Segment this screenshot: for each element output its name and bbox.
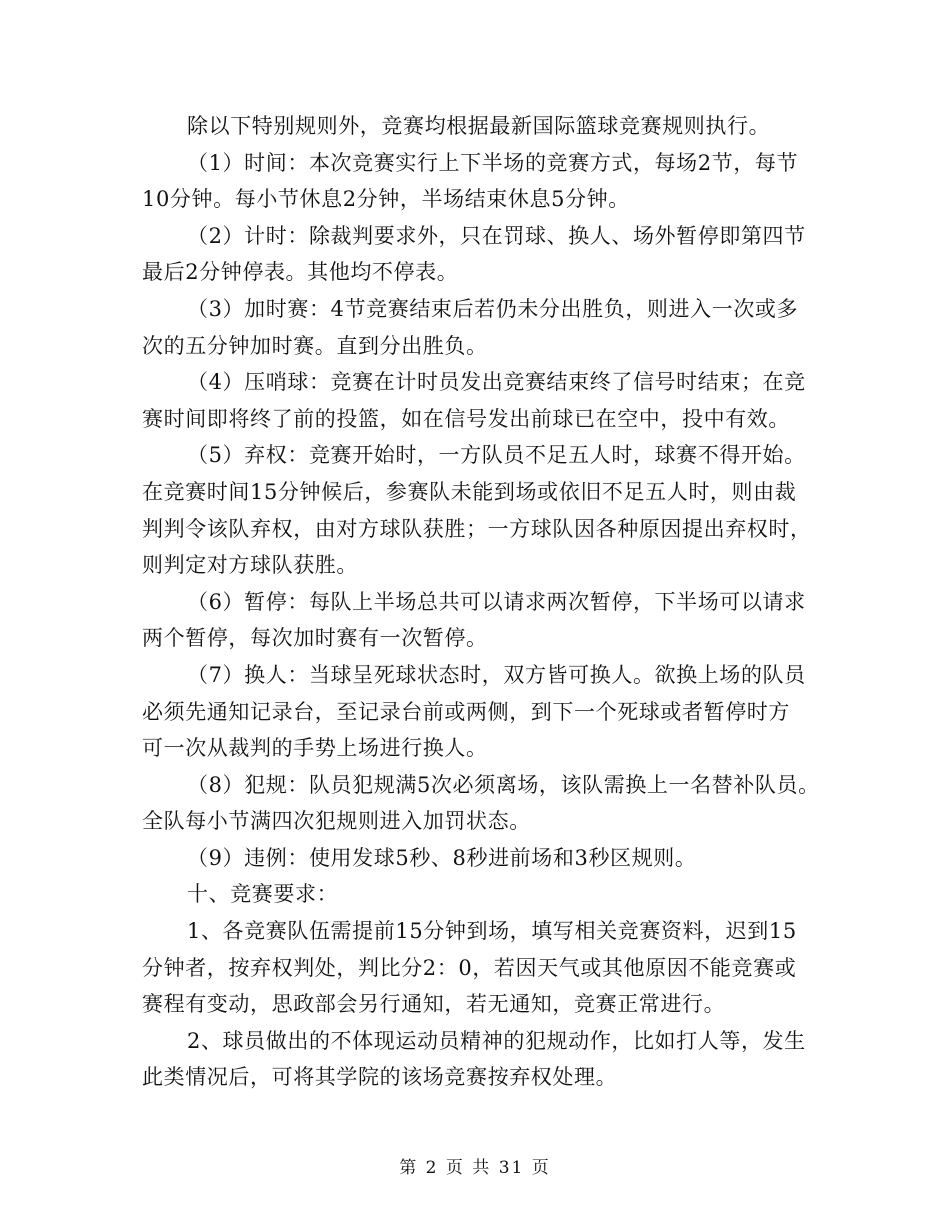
text-line: （3）加时赛：4节竞赛结束后若仍未分出胜负，则进入一次或多 <box>187 296 799 321</box>
paragraph-rule-substitution <box>142 657 817 767</box>
paragraph-rule-time <box>142 145 817 218</box>
paragraph-rule-foul <box>142 767 820 840</box>
paragraph-rule-violation <box>142 840 817 877</box>
text-line: （2）计时：除裁判要求外，只在罚球、换人、场外暂停即第四节 <box>187 223 806 248</box>
text-line: 十、竞赛要求： <box>187 882 339 907</box>
paragraph-rule-buzzer <box>142 364 817 437</box>
text-line: （7）换人：当球呈死球状态时，双方皆可换人。欲换上场的队员 <box>187 662 806 687</box>
paragraph-rule-timeout <box>142 584 817 657</box>
document-body <box>142 108 820 1096</box>
text-line: 全队每小节满四次犯规则进入加罚状态。 <box>142 809 531 834</box>
text-line: 次的五分钟加时赛。直到分出胜负。 <box>142 333 488 358</box>
text-line: 在竞赛时间15分钟候后，参赛队未能到场或依旧不足五人时，则由裁 <box>142 479 797 504</box>
paragraph-requirement-2 <box>142 1023 817 1096</box>
paragraph-rule-forfeit <box>142 437 817 583</box>
paragraph-intro <box>142 108 817 145</box>
text-line: 2、球员做出的不体现运动员精神的犯规动作，比如打人等，发生 <box>187 1028 806 1053</box>
paragraph-requirement-1 <box>142 913 817 1023</box>
text-line: 可一次从裁判的手势上场进行换人。 <box>142 736 488 761</box>
text-line: 两个暂停，每次加时赛有一次暂停。 <box>142 626 488 651</box>
text-line: 10分钟。每小节休息2分钟，半场结束休息5分钟。 <box>142 187 630 212</box>
text-line: （4）压哨球：竞赛在计时员发出竞赛结束终了信号时结束；在竞 <box>187 370 806 395</box>
text-line: （1）时间：本次竞赛实行上下半场的竞赛方式，每场2节，每节 <box>187 150 799 175</box>
text-line: 赛时间即将终了前的投篮，如在信号发出前球已在空中，投中有效。 <box>142 406 790 431</box>
text-line: 分钟者，按弃权判处，判比分2：0，若因天气或其他原因不能竞赛或 <box>142 955 797 980</box>
text-line: 最后2分钟停表。其他均不停表。 <box>142 260 459 285</box>
section-heading-requirements <box>142 876 817 913</box>
text-line: 必须先通知记录台，至记录台前或两侧，到下一个死球或者暂停时方 <box>142 699 790 724</box>
paragraph-rule-overtime <box>142 291 817 364</box>
paragraph-rule-timing <box>142 218 817 291</box>
text-line: （6）暂停：每队上半场总共可以请求两次暂停，下半场可以请求 <box>187 589 806 614</box>
text-line: 此类情况后，可将其学院的该场竞赛按弃权处理。 <box>142 1065 618 1090</box>
text-line: 赛程有变动，思政部会另行通知，若无通知，竞赛正常进行。 <box>142 992 726 1017</box>
text-line: 除以下特别规则外，竞赛均根据最新国际篮球竞赛规则执行。 <box>187 114 771 138</box>
text-line: 则判定对方球队获胜。 <box>142 553 358 578</box>
text-line: （8）犯规：队员犯规满5次必须离场，该队需换上一名替补队员。 <box>187 772 820 797</box>
text-line: （5）弃权：竞赛开始时，一方队员不足五人时，球赛不得开始。 <box>187 443 806 468</box>
text-line: 1、各竞赛队伍需提前15分钟到场，填写相关竞赛资料，迟到15 <box>187 919 797 944</box>
text-line: 判判令该队弃权，由对方球队获胜；一方球队因各种原因提出弃权时， <box>142 516 812 541</box>
text-line: （9）违例：使用发球5秒、8秒进前场和3秒区规则。 <box>187 845 697 870</box>
page-number-footer: 第 2 页 共 31 页 <box>399 1158 551 1178</box>
